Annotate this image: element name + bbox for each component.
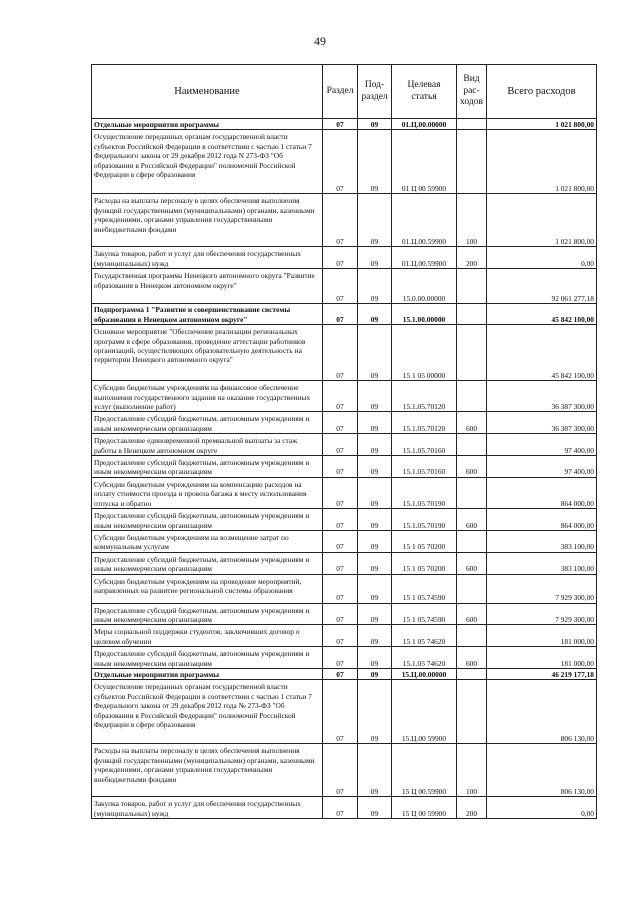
- row-name: Отдельные мероприятия программы: [92, 668, 323, 679]
- row-target-article: 15.1.05.70160: [392, 456, 457, 478]
- row-name: Подпрограмма 1 "Развитие и совершенствование системы образования в Ненецком автономном округе": [92, 304, 323, 325]
- row-name: Основное мероприятие "Обеспечение реализации региональных программ в сфере образования, проведение аттестации работников организаций, осуществляющих образовательную деятельность на территории Ненецкого автономного округа": [92, 325, 323, 381]
- row-name: Закупка товаров, работ и услуг для обеспечения государственных (муниципальных) нужд: [92, 797, 323, 819]
- row-section: 07: [323, 477, 358, 508]
- row-target-article: 15.1.05 74620: [392, 647, 457, 669]
- row-subsection: 09: [358, 668, 392, 679]
- row-name: Предоставление субсидий бюджетным, автономным учреждениям и иным некоммерческим организациям: [92, 412, 323, 434]
- row-subsection: 09: [358, 625, 392, 647]
- table-row: [92, 434, 597, 456]
- row-total: 0,00: [487, 797, 597, 819]
- row-subsection: 09: [358, 434, 392, 456]
- row-section: 07: [323, 269, 358, 304]
- row-subsection: 09: [358, 647, 392, 669]
- row-total: 864 000,00: [487, 477, 597, 508]
- row-subsection: 09: [358, 603, 392, 625]
- row-name: Отдельные мероприятия программы: [92, 119, 323, 130]
- row-expense-type: [457, 668, 487, 679]
- header-subsection: Под-раздел: [358, 65, 392, 119]
- row-expense-type: [457, 269, 487, 304]
- row-target-article: 15 1 05 74620: [392, 625, 457, 647]
- row-total: 806 130,00: [487, 680, 597, 744]
- row-target-article: 15.1.05.70120: [392, 381, 457, 412]
- row-total: 1 021 800,00: [487, 119, 597, 130]
- row-total: 7 929 300,00: [487, 574, 597, 603]
- row-target-article: 15.0.00.00000: [392, 269, 457, 304]
- row-total: 45 842 100,00: [487, 304, 597, 325]
- header-row: [92, 65, 597, 119]
- row-name: Предоставление единовременной премиальной выплаты за стаж работы в Ненецком автономном округе: [92, 434, 323, 456]
- row-section: 07: [323, 668, 358, 679]
- table-row: [92, 574, 597, 603]
- row-subsection: 09: [358, 680, 392, 744]
- header-expense-type: Вид рас-ходов: [457, 65, 487, 119]
- row-expense-type: [457, 530, 487, 552]
- row-section: 07: [323, 194, 358, 247]
- table-row: [92, 530, 597, 552]
- row-section: 07: [323, 552, 358, 574]
- page-number: 49: [314, 34, 326, 48]
- budget-table: [91, 64, 597, 819]
- row-target-article: 15.1.05.70190: [392, 509, 457, 531]
- row-expense-type: 600: [457, 509, 487, 531]
- row-expense-type: [457, 381, 487, 412]
- row-target-article: 15 1 05 70200: [392, 530, 457, 552]
- header-target-article: Целевая статья: [392, 65, 457, 119]
- row-subsection: 09: [358, 325, 392, 381]
- row-expense-type: 600: [457, 412, 487, 434]
- row-name: Предоставление субсидий бюджетным, автономным учреждениям и иным некоммерческим организациям: [92, 456, 323, 478]
- row-target-article: 01.Ц.00.00000: [392, 119, 457, 130]
- row-subsection: 09: [358, 509, 392, 531]
- row-section: 07: [323, 434, 358, 456]
- row-expense-type: [457, 119, 487, 130]
- row-target-article: 15.1.00.00000: [392, 304, 457, 325]
- row-target-article: 15 1 05 00000: [392, 325, 457, 381]
- row-expense-type: [457, 477, 487, 508]
- row-subsection: 09: [358, 530, 392, 552]
- row-expense-type: 200: [457, 247, 487, 269]
- row-name: Расходы на выплаты персоналу в целях обеспечения выполнения функций государственными (муниципальными) органами, казенными учреждениями, органами управления государственными внебюджетными фондами: [92, 744, 323, 797]
- header-total-expenses: Всего расходов: [487, 65, 597, 119]
- row-total: 383 100,00: [487, 530, 597, 552]
- table-row: [92, 477, 597, 508]
- row-target-article: 15.Ц.00.00000: [392, 668, 457, 679]
- row-total: 0,00: [487, 247, 597, 269]
- table-row: [92, 680, 597, 744]
- table-row: [92, 744, 597, 797]
- row-name: Осуществление переданных органам государственной власти субъектов Российской Федерации в соответствии с частью 1 статьи 7 Федерального закона от 29 декабря 2012 года N 273-ФЗ "Об образовании в Российской Федерации" полномочий Российской Федерации в сфере образования: [92, 130, 323, 194]
- row-section: 07: [323, 574, 358, 603]
- row-subsection: 09: [358, 456, 392, 478]
- row-name: Предоставление субсидий бюджетным, автономным учреждениям и иным некоммерческим организациям: [92, 509, 323, 531]
- row-name: Предоставление субсидий бюджетным, автономным учреждениям и иным некоммерческим организациям: [92, 552, 323, 574]
- row-total: 1 021 800,00: [487, 194, 597, 247]
- row-target-article: 15 Ц 00.59900: [392, 744, 457, 797]
- row-name: Закупка товаров, работ и услуг для обеспечения государственных (муниципальных) нужд: [92, 247, 323, 269]
- row-subsection: 09: [358, 269, 392, 304]
- row-target-article: 01.Ц.00.59900: [392, 247, 457, 269]
- row-total: 36 387 300,00: [487, 381, 597, 412]
- row-expense-type: 600: [457, 552, 487, 574]
- table-row: [92, 625, 597, 647]
- row-section: 07: [323, 647, 358, 669]
- row-total: 97 400,00: [487, 456, 597, 478]
- row-expense-type: 600: [457, 647, 487, 669]
- row-expense-type: 100: [457, 194, 487, 247]
- row-section: 07: [323, 412, 358, 434]
- row-subsection: 09: [358, 574, 392, 603]
- row-subsection: 09: [358, 797, 392, 819]
- table-row: [92, 412, 597, 434]
- row-total: 806 130,00: [487, 744, 597, 797]
- table-row: [92, 269, 597, 304]
- row-total: 97 400,00: [487, 434, 597, 456]
- row-target-article: 01.Ц.00.59900: [392, 194, 457, 247]
- row-total: 36 387 300,00: [487, 412, 597, 434]
- table-row: [92, 456, 597, 478]
- table-row: [92, 647, 597, 669]
- header-section: Раздел: [323, 65, 358, 119]
- row-target-article: 15.1.05.70160: [392, 434, 457, 456]
- row-section: 07: [323, 625, 358, 647]
- row-expense-type: [457, 434, 487, 456]
- row-target-article: 15.1.05.70190: [392, 477, 457, 508]
- table-row: [92, 797, 597, 819]
- row-section: 07: [323, 381, 358, 412]
- table-row: [92, 381, 597, 412]
- row-section: 07: [323, 509, 358, 531]
- row-name: Предоставление субсидий бюджетным, автономным учреждениям и иным некоммерческим организациям: [92, 603, 323, 625]
- row-subsection: 09: [358, 130, 392, 194]
- row-name: Субсидии бюджетным учреждениям на возмещение затрат по коммунальным услугам: [92, 530, 323, 552]
- row-section: 07: [323, 304, 358, 325]
- row-subsection: 09: [358, 477, 392, 508]
- row-section: 07: [323, 797, 358, 819]
- row-expense-type: [457, 130, 487, 194]
- table-row: [92, 509, 597, 531]
- row-name: Субсидии бюджетным учреждениям на компенсацию расходов на оплату стоимости проезда и провоза багажа к месту использования отпуска и обратно: [92, 477, 323, 508]
- row-total: 45 842 100,00: [487, 325, 597, 381]
- row-section: 07: [323, 119, 358, 130]
- row-total: 383 100,00: [487, 552, 597, 574]
- row-expense-type: [457, 680, 487, 744]
- row-target-article: 15 1 05 70200: [392, 552, 457, 574]
- row-expense-type: [457, 304, 487, 325]
- row-total: 46 219 177,18: [487, 668, 597, 679]
- row-expense-type: [457, 625, 487, 647]
- row-subsection: 09: [358, 381, 392, 412]
- row-section: 07: [323, 247, 358, 269]
- row-target-article: 15 Ц 00 59900: [392, 797, 457, 819]
- row-subsection: 09: [358, 744, 392, 797]
- table-row: [92, 247, 597, 269]
- row-target-article: 15 1 05.74590: [392, 603, 457, 625]
- row-section: 07: [323, 680, 358, 744]
- row-expense-type: [457, 325, 487, 381]
- row-target-article: 15.Ц.00 59900: [392, 680, 457, 744]
- row-section: 07: [323, 325, 358, 381]
- row-target-article: 01 Ц 00 59900: [392, 130, 457, 194]
- row-expense-type: 200: [457, 797, 487, 819]
- row-target-article: 15.1.05.70120: [392, 412, 457, 434]
- row-total: 7 929 300,00: [487, 603, 597, 625]
- table-row: [92, 325, 597, 381]
- row-expense-type: 600: [457, 456, 487, 478]
- row-subsection: 09: [358, 247, 392, 269]
- table-row: [92, 194, 597, 247]
- row-section: 07: [323, 603, 358, 625]
- row-total: 181 000,00: [487, 647, 597, 669]
- row-total: 864 000,00: [487, 509, 597, 531]
- row-expense-type: 600: [457, 603, 487, 625]
- row-section: 07: [323, 456, 358, 478]
- row-target-article: 15 1 05.74590: [392, 574, 457, 603]
- row-total: 92 061 277,18: [487, 269, 597, 304]
- table-row: [92, 304, 597, 325]
- row-subsection: 09: [358, 119, 392, 130]
- row-name: Субсидии бюджетным учреждениям на проведение мероприятий, направленных на развитие региональной системы образования: [92, 574, 323, 603]
- row-total: 181 000,00: [487, 625, 597, 647]
- table-row: [92, 603, 597, 625]
- row-name: Расходы на выплаты персоналу в целях обеспечения выполнения функций государственными (муниципальными) органами, казенными учреждениями, органами управления государственными внебюджетными фондами: [92, 194, 323, 247]
- row-section: 07: [323, 744, 358, 797]
- row-section: 07: [323, 530, 358, 552]
- row-name: Осуществление переданных органам государственной власти субъектов Российской Федерации в соответствии с частью 1 статьи 7 Федерального закона от 29 декабря 2012 года № 273-ФЗ "Об образовании в Российской Федерации" полномочий Российской Федерации в сфере образования: [92, 680, 323, 744]
- row-name: Субсидии бюджетным учреждениям на финансовое обеспечение выполнения государственного задания на оказание государственных услуг (выполнение работ): [92, 381, 323, 412]
- row-name: Меры социальной поддержки студентов, заключивших договор о целевом обучении: [92, 625, 323, 647]
- header-name: Наименование: [92, 65, 323, 119]
- row-expense-type: 100: [457, 744, 487, 797]
- table-row: [92, 552, 597, 574]
- row-name: Предоставление субсидий бюджетным, автономным учреждениям и иным некоммерческим организациям: [92, 647, 323, 669]
- row-subsection: 09: [358, 412, 392, 434]
- row-total: 1 021 800,00: [487, 130, 597, 194]
- row-subsection: 09: [358, 304, 392, 325]
- row-expense-type: [457, 574, 487, 603]
- table-row: [92, 119, 597, 130]
- row-subsection: 09: [358, 194, 392, 247]
- row-section: 07: [323, 130, 358, 194]
- row-subsection: 09: [358, 552, 392, 574]
- table-row: [92, 668, 597, 679]
- row-name: Государственная программа Ненецкого автономного округа "Развитие образования в Ненецком автономном округе": [92, 269, 323, 304]
- table-row: [92, 130, 597, 194]
